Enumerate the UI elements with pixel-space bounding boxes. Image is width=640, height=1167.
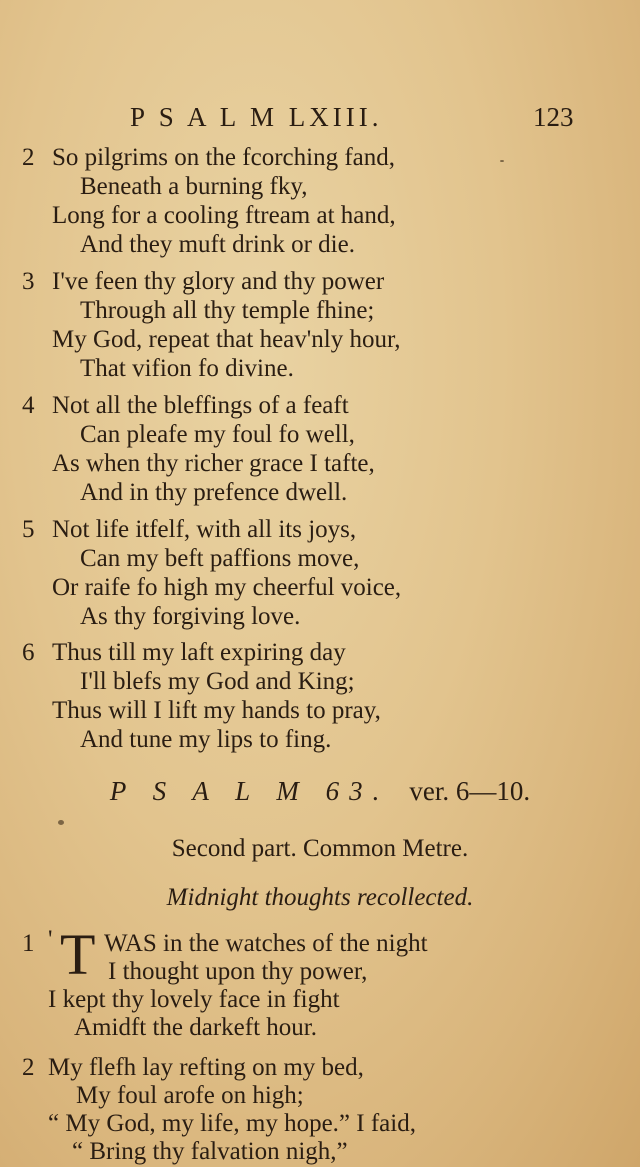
verse-range: ver. 6—10. xyxy=(409,776,531,806)
ink-speck xyxy=(58,820,64,825)
verse-line: “ My God, my life, my hope.” I faid, xyxy=(48,1110,416,1137)
stanza-number: 5 xyxy=(22,516,35,543)
verse-line: I've feen thy glory and thy power xyxy=(52,268,385,295)
verse-line: My God, repeat that heav'nly hour, xyxy=(52,326,401,353)
dropcap-mark: ' xyxy=(48,926,53,953)
verse-line: That vifion fo divine. xyxy=(80,355,294,382)
verse-line: I kept thy lovely face in fight xyxy=(48,986,340,1013)
verse-line: Thus will I lift my hands to pray, xyxy=(52,697,381,724)
ink-speck xyxy=(500,160,504,162)
stanza-number: 3 xyxy=(22,268,35,295)
verse-line: “ Bring thy falvation nigh,” xyxy=(72,1138,348,1165)
stanza-number: 6 xyxy=(22,639,35,666)
verse-line: And in thy prefence dwell. xyxy=(80,479,348,506)
verse-line: As thy forgiving love. xyxy=(80,603,301,630)
verse-line: As when thy richer grace I tafte, xyxy=(52,450,375,477)
running-title: P S A L M LXIII. xyxy=(130,102,383,132)
verse-line: Not life itfelf, with all its joys, xyxy=(52,516,357,543)
psalm-title: P S A L M 63. xyxy=(109,776,390,806)
verse-line: I'll blefs my God and King; xyxy=(80,668,355,695)
verse-line: So pilgrims on the fcorching fand, xyxy=(52,144,395,171)
verse-line: Thus till my laft expiring day xyxy=(52,639,346,666)
part-heading: Second part. Common Metre. xyxy=(171,835,469,862)
psalm-subtitle: Midnight thoughts recollected. xyxy=(166,884,474,911)
verse-line: Amidft the darkeft hour. xyxy=(74,1014,317,1041)
verse-line: I thought upon thy power, xyxy=(108,958,368,985)
page-header xyxy=(0,102,640,142)
verse-line: Or raife fo high my cheerful voice, xyxy=(52,574,402,601)
stanza-number: 1 xyxy=(22,930,35,957)
dropcap-letter: T xyxy=(60,922,96,987)
verse-line: Beneath a burning fky, xyxy=(80,173,308,200)
verse-line: Long for a cooling ftream at hand, xyxy=(52,202,396,229)
verse-line: And they muft drink or die. xyxy=(80,231,355,258)
stanza-number: 4 xyxy=(22,392,35,419)
verse-line: My flefh lay refting on my bed, xyxy=(48,1054,364,1081)
verse-line: Can pleafe my foul fo well, xyxy=(80,421,355,448)
verse-line: My foul arofe on high; xyxy=(76,1082,304,1109)
stanza-number: 2 xyxy=(22,144,35,171)
psalm-heading xyxy=(0,776,640,807)
verse-line: Not all the bleffings of a feaft xyxy=(52,392,349,419)
verse-line: And tune my lips to fing. xyxy=(80,726,332,753)
verse-line: WAS in the watches of the night xyxy=(104,930,428,957)
stanza-number: 2 xyxy=(22,1054,35,1081)
verse-line: Can my beft paffions move, xyxy=(80,545,360,572)
verse-line: Through all thy temple fhine; xyxy=(80,297,375,324)
page-number: 123 xyxy=(533,102,574,132)
